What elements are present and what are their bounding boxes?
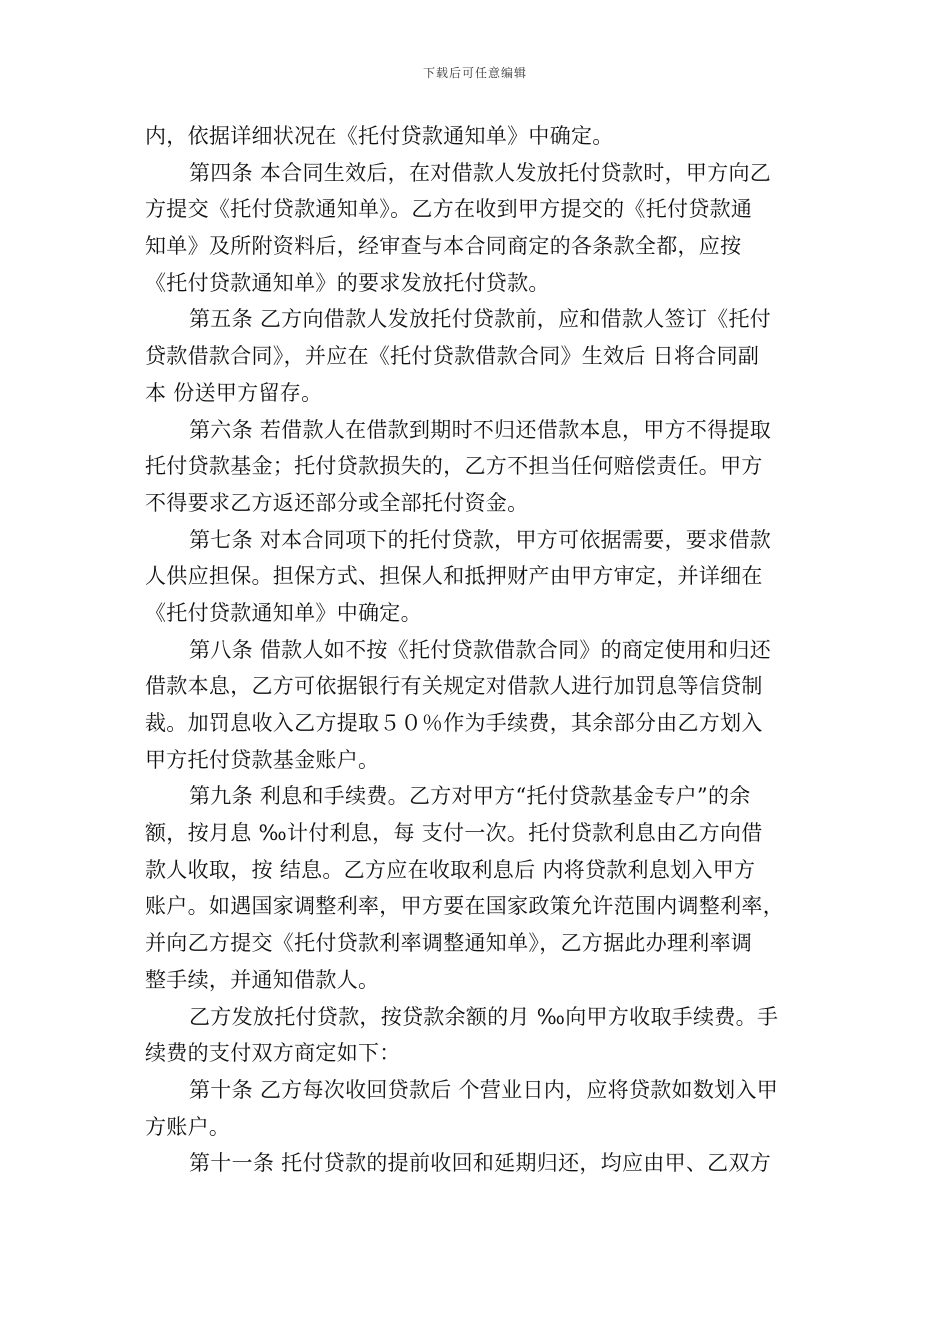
text-line: 乙方发放托付贷款，按贷款余额的月 ‰向甲方收取手续费。手: [189, 1004, 779, 1029]
text-line: 第八条 借款人如不按《托付贷款借款合同》的商定使用和归还: [189, 637, 772, 662]
text-line: 额，按月息 ‰计付利息，每 支付一次。托付贷款利息由乙方向借: [145, 821, 763, 846]
text-line: 内，依据详细状况在《托付贷款通知单》中确定。: [145, 124, 614, 148]
text-line: 借款本息，乙方可依据银行有关规定对借款人进行加罚息等信贷制: [145, 674, 763, 699]
document-body: [145, 118, 807, 1182]
text-line: 《托付贷款通知单》的要求发放托付贷款。: [145, 270, 550, 295]
text-line: 续费的支付双方商定如下：: [145, 1041, 401, 1066]
text-line: 款人收取，按 结息。乙方应在收取利息后 内将贷款利息划入甲方: [145, 857, 756, 882]
text-line: 裁。加罚息收入乙方提取５０％作为手续费，其余部分由乙方划入: [145, 711, 763, 735]
text-line: 整手续，并通知借款人。: [145, 967, 380, 992]
text-line: 第十条 乙方每次收回贷款后 个营业日内，应将贷款如数划入甲: [189, 1077, 779, 1102]
text-line: 本 份送甲方留存。: [145, 380, 323, 405]
text-line: 人供应担保。担保方式、担保人和抵押财产由甲方审定，并详细在: [145, 564, 763, 589]
text-line: 托付贷款基金；托付贷款损失的，乙方不担当任何赔偿责任。甲方: [145, 454, 763, 479]
text-line: 《托付贷款通知单》中确定。: [145, 600, 422, 625]
page-header: 下载后可任意编辑: [422, 66, 527, 80]
text-line: 账户。如遇国家调整利率，甲方要在国家政策允许范围内调整利率，: [145, 894, 784, 919]
text-line: 并向乙方提交《托付贷款利率调整通知单》，乙方据此办理利率调: [145, 931, 753, 956]
text-line: 方提交《托付贷款通知单》。乙方在收到甲方提交的《托付贷款通: [145, 197, 753, 222]
text-line: 甲方托付贷款基金账户。: [145, 747, 380, 772]
text-line: 第七条 对本合同项下的托付贷款，甲方可依据需要，要求借款: [189, 527, 772, 552]
text-line: 第六条 若借款人在借款到期时不归还借款本息，甲方不得提取: [189, 417, 772, 442]
text-line: 第九条 利息和手续费。乙方对甲方“托付贷款基金专户”的余: [189, 784, 751, 809]
text-line: 不得要求乙方返还部分或全部托付资金。: [145, 490, 529, 515]
text-line: 贷款借款合同》，并应在《托付贷款借款合同》生效后 日将合同副: [145, 344, 760, 369]
text-line: 知单》及所附资料后，经审查与本合同商定的各条款全都，应按: [145, 234, 742, 259]
text-line: 第十一条 托付贷款的提前收回和延期归还，均应由甲、乙双方: [189, 1151, 772, 1176]
text-line: 第四条 本合同生效后，在对借款人发放托付贷款时，甲方向乙: [189, 160, 772, 185]
text-line: 方账户。: [145, 1114, 231, 1139]
text-line: 第五条 乙方向借款人发放托付贷款前，应和借款人签订《托付: [189, 307, 772, 332]
